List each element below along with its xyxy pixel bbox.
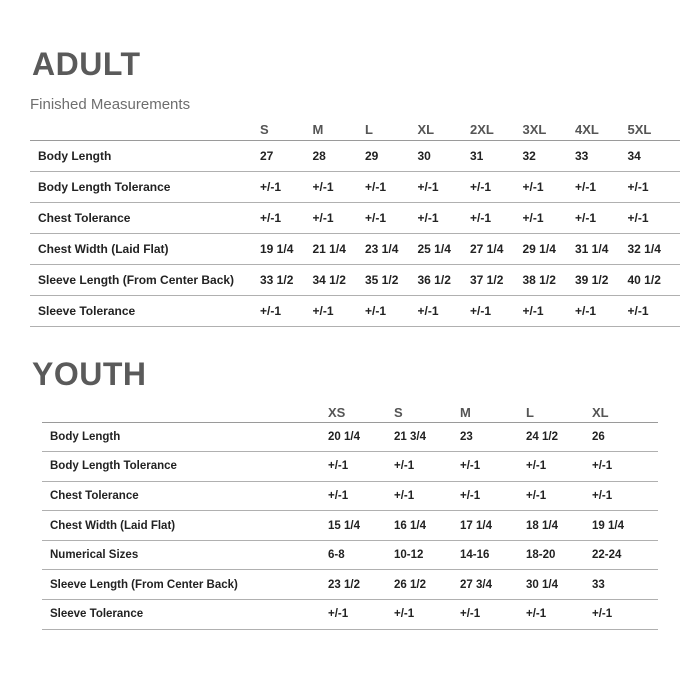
table-row: [42, 570, 658, 600]
measurement-cell: +/-1: [523, 171, 576, 202]
finished-measurements-subtitle: Finished Measurements: [30, 96, 191, 113]
size-header-5xl: 5XL: [628, 120, 681, 140]
measurement-cell: 26: [592, 422, 658, 452]
measurement-cell: +/-1: [313, 171, 366, 202]
measurement-cell: +/-1: [365, 171, 418, 202]
measurement-cell: 34 1/2: [313, 264, 366, 295]
header-blank-cell: [30, 120, 260, 140]
measurement-cell: 36 1/2: [418, 264, 471, 295]
adult-heading: ADULT: [32, 46, 141, 82]
measurement-cell: 19 1/4: [260, 233, 313, 264]
measurement-cell: 23: [460, 422, 526, 452]
header-blank-cell: [42, 404, 328, 422]
size-header-m: M: [313, 120, 366, 140]
measurement-cell: +/-1: [260, 171, 313, 202]
row-label: Sleeve Length (From Center Back): [30, 264, 260, 295]
measurement-cell: +/-1: [418, 202, 471, 233]
measurement-cell: +/-1: [575, 295, 628, 326]
measurement-cell: 39 1/2: [575, 264, 628, 295]
measurement-cell: 40 1/2: [628, 264, 681, 295]
size-header-xl: XL: [418, 120, 471, 140]
adult-size-table: [30, 120, 680, 327]
measurement-cell: +/-1: [592, 600, 658, 630]
measurement-cell: 26 1/2: [394, 570, 460, 600]
measurement-cell: 24 1/2: [526, 422, 592, 452]
measurement-cell: 21 3/4: [394, 422, 460, 452]
measurement-cell: +/-1: [328, 481, 394, 511]
table-row: [42, 452, 658, 482]
measurement-cell: +/-1: [313, 295, 366, 326]
measurement-cell: +/-1: [592, 481, 658, 511]
measurement-cell: +/-1: [628, 202, 681, 233]
measurement-cell: 27 3/4: [460, 570, 526, 600]
measurement-cell: +/-1: [260, 202, 313, 233]
row-label: Numerical Sizes: [42, 540, 328, 570]
measurement-cell: 31 1/4: [575, 233, 628, 264]
measurement-cell: 21 1/4: [313, 233, 366, 264]
size-header-s: S: [260, 120, 313, 140]
measurement-cell: 23 1/4: [365, 233, 418, 264]
row-label: Chest Tolerance: [42, 481, 328, 511]
measurement-cell: +/-1: [526, 481, 592, 511]
measurement-cell: 16 1/4: [394, 511, 460, 541]
measurement-cell: +/-1: [523, 202, 576, 233]
measurement-cell: 22-24: [592, 540, 658, 570]
row-label: Body Length: [30, 140, 260, 171]
size-header-m: M: [460, 404, 526, 422]
measurement-cell: 29 1/4: [523, 233, 576, 264]
measurement-cell: +/-1: [460, 452, 526, 482]
measurement-cell: 6-8: [328, 540, 394, 570]
measurement-cell: 25 1/4: [418, 233, 471, 264]
measurement-cell: 29: [365, 140, 418, 171]
table-row: [42, 481, 658, 511]
measurement-cell: +/-1: [523, 295, 576, 326]
row-label: Chest Tolerance: [30, 202, 260, 233]
measurement-cell: 14-16: [460, 540, 526, 570]
size-header-xs: XS: [328, 404, 394, 422]
row-label: Body Length Tolerance: [42, 452, 328, 482]
table-row: [42, 600, 658, 630]
measurement-cell: +/-1: [365, 202, 418, 233]
measurement-cell: 20 1/4: [328, 422, 394, 452]
table-row: [30, 264, 680, 295]
measurement-cell: 18 1/4: [526, 511, 592, 541]
measurement-cell: +/-1: [470, 295, 523, 326]
row-label: Body Length: [42, 422, 328, 452]
measurement-cell: 17 1/4: [460, 511, 526, 541]
measurement-cell: +/-1: [470, 202, 523, 233]
measurement-cell: 30 1/4: [526, 570, 592, 600]
youth-size-header-row: [42, 404, 658, 422]
measurement-cell: +/-1: [328, 600, 394, 630]
measurement-cell: +/-1: [628, 295, 681, 326]
measurement-cell: 35 1/2: [365, 264, 418, 295]
table-row: [30, 233, 680, 264]
size-header-s: S: [394, 404, 460, 422]
measurement-cell: 32: [523, 140, 576, 171]
size-header-2xl: 2XL: [470, 120, 523, 140]
measurement-cell: 32 1/4: [628, 233, 681, 264]
measurement-cell: 33 1/2: [260, 264, 313, 295]
youth-heading: YOUTH: [32, 356, 147, 392]
row-label: Sleeve Length (From Center Back): [42, 570, 328, 600]
measurement-cell: +/-1: [394, 600, 460, 630]
measurement-cell: +/-1: [575, 171, 628, 202]
measurement-cell: +/-1: [260, 295, 313, 326]
table-row: [30, 202, 680, 233]
measurement-cell: +/-1: [418, 295, 471, 326]
table-row: [30, 140, 680, 171]
measurement-cell: 23 1/2: [328, 570, 394, 600]
measurement-cell: +/-1: [526, 452, 592, 482]
measurement-cell: +/-1: [470, 171, 523, 202]
row-label: Body Length Tolerance: [30, 171, 260, 202]
row-label: Chest Width (Laid Flat): [42, 511, 328, 541]
size-header-l: L: [365, 120, 418, 140]
measurement-cell: +/-1: [328, 452, 394, 482]
measurement-cell: 34: [628, 140, 681, 171]
measurement-cell: +/-1: [365, 295, 418, 326]
size-header-4xl: 4XL: [575, 120, 628, 140]
measurement-cell: 15 1/4: [328, 511, 394, 541]
row-label: Sleeve Tolerance: [42, 600, 328, 630]
measurement-cell: +/-1: [460, 481, 526, 511]
measurement-cell: 33: [575, 140, 628, 171]
measurement-cell: +/-1: [628, 171, 681, 202]
table-row: [30, 295, 680, 326]
measurement-cell: 38 1/2: [523, 264, 576, 295]
measurement-cell: 37 1/2: [470, 264, 523, 295]
measurement-cell: 33: [592, 570, 658, 600]
measurement-cell: 27 1/4: [470, 233, 523, 264]
measurement-cell: +/-1: [526, 600, 592, 630]
measurement-cell: 19 1/4: [592, 511, 658, 541]
youth-size-table: [42, 404, 658, 630]
measurement-cell: 18-20: [526, 540, 592, 570]
measurement-cell: 10-12: [394, 540, 460, 570]
row-label: Chest Width (Laid Flat): [30, 233, 260, 264]
measurement-cell: +/-1: [592, 452, 658, 482]
table-row: [30, 171, 680, 202]
measurement-cell: +/-1: [394, 481, 460, 511]
table-row: [42, 540, 658, 570]
measurement-cell: +/-1: [575, 202, 628, 233]
size-header-xl: XL: [592, 404, 658, 422]
adult-size-header-row: [30, 120, 680, 140]
measurement-cell: 27: [260, 140, 313, 171]
row-label: Sleeve Tolerance: [30, 295, 260, 326]
measurement-cell: +/-1: [313, 202, 366, 233]
measurement-cell: 31: [470, 140, 523, 171]
measurement-cell: 30: [418, 140, 471, 171]
table-row: [42, 422, 658, 452]
table-row: [42, 511, 658, 541]
measurement-cell: 28: [313, 140, 366, 171]
size-header-3xl: 3XL: [523, 120, 576, 140]
measurement-cell: +/-1: [460, 600, 526, 630]
measurement-cell: +/-1: [394, 452, 460, 482]
size-header-l: L: [526, 404, 592, 422]
measurement-cell: +/-1: [418, 171, 471, 202]
